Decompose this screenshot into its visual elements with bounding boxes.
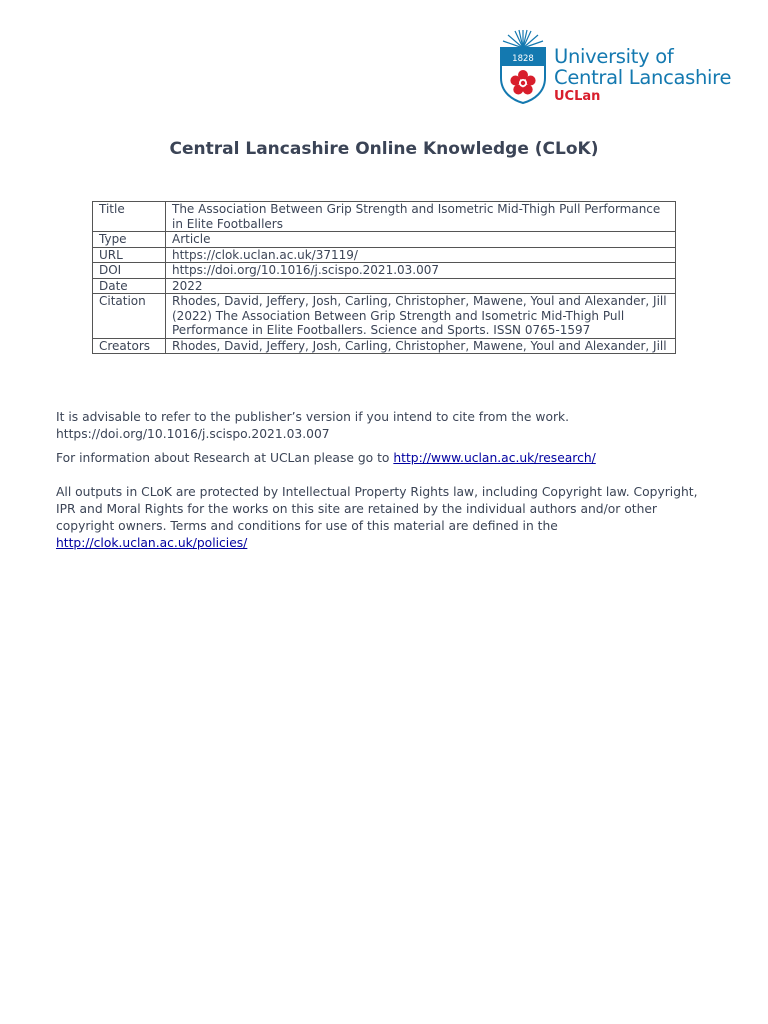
- field-value: Rhodes, David, Jeffery, Josh, Carling, Christopher, Mawene, Youl and Alexander, Jill (2022) The Association Between Grip Strength and Isometric Mid-Thigh Pull Performance in Elite Footballers. Science and Sports. ISSN 0765-1597: [166, 294, 676, 339]
- table-row: [93, 232, 676, 248]
- field-label: DOI: [93, 263, 166, 279]
- field-value: https://clok.uclan.ac.uk/37119/: [166, 247, 676, 263]
- logo-year: 1828: [512, 54, 534, 64]
- shield-logo-icon: [500, 28, 546, 104]
- advisory-doi: https://doi.org/10.1016/j.scispo.2021.03.007: [56, 427, 330, 441]
- field-label: URL: [93, 247, 166, 263]
- field-value: Article: [166, 232, 676, 248]
- policies-link[interactable]: http://clok.uclan.ac.uk/policies/: [56, 536, 248, 550]
- rights-text: All outputs in CLoK are protected by Intellectual Property Rights law, including Copyright law. Copyright, IPR and Moral Rights for the works on this site are retained by the individual authors and/or other copyright owners. Terms and conditions for use of this material are defined in the: [56, 485, 698, 533]
- research-text: For information about Research at UCLan please go to: [56, 451, 394, 465]
- rights-notice: [56, 484, 716, 552]
- uclan-logo: [500, 28, 740, 106]
- research-info: [56, 450, 716, 467]
- table-row: [93, 294, 676, 339]
- field-value: https://doi.org/10.1016/j.scispo.2021.03.007: [166, 263, 676, 279]
- field-label: Creators: [93, 338, 166, 354]
- university-name: [554, 46, 731, 88]
- university-name-line1: University of: [554, 45, 674, 68]
- field-value: 2022: [166, 278, 676, 294]
- table-row: [93, 338, 676, 354]
- field-value: The Association Between Grip Strength and Isometric Mid-Thigh Pull Performance in Elite Footballers: [166, 202, 676, 232]
- table-row: [93, 263, 676, 279]
- table-row: [93, 278, 676, 294]
- research-link[interactable]: http://www.uclan.ac.uk/research/: [393, 451, 596, 465]
- table-row: [93, 202, 676, 232]
- page-title: Central Lancashire Online Knowledge (CLoK): [169, 139, 599, 159]
- uclan-wordmark: UCLan: [554, 89, 601, 104]
- table-row: [93, 247, 676, 263]
- field-label: Date: [93, 278, 166, 294]
- university-name-line2: Central Lancashire: [554, 66, 732, 89]
- field-label: Type: [93, 232, 166, 248]
- field-label: Citation: [93, 294, 166, 339]
- advisory-text: It is advisable to refer to the publisher’s version if you intend to cite from the work.: [56, 410, 570, 424]
- metadata-table: [92, 201, 676, 354]
- field-value: Rhodes, David, Jeffery, Josh, Carling, Christopher, Mawene, Youl and Alexander, Jill: [166, 338, 676, 354]
- field-label: Title: [93, 202, 166, 232]
- advisory-notice: [56, 409, 716, 443]
